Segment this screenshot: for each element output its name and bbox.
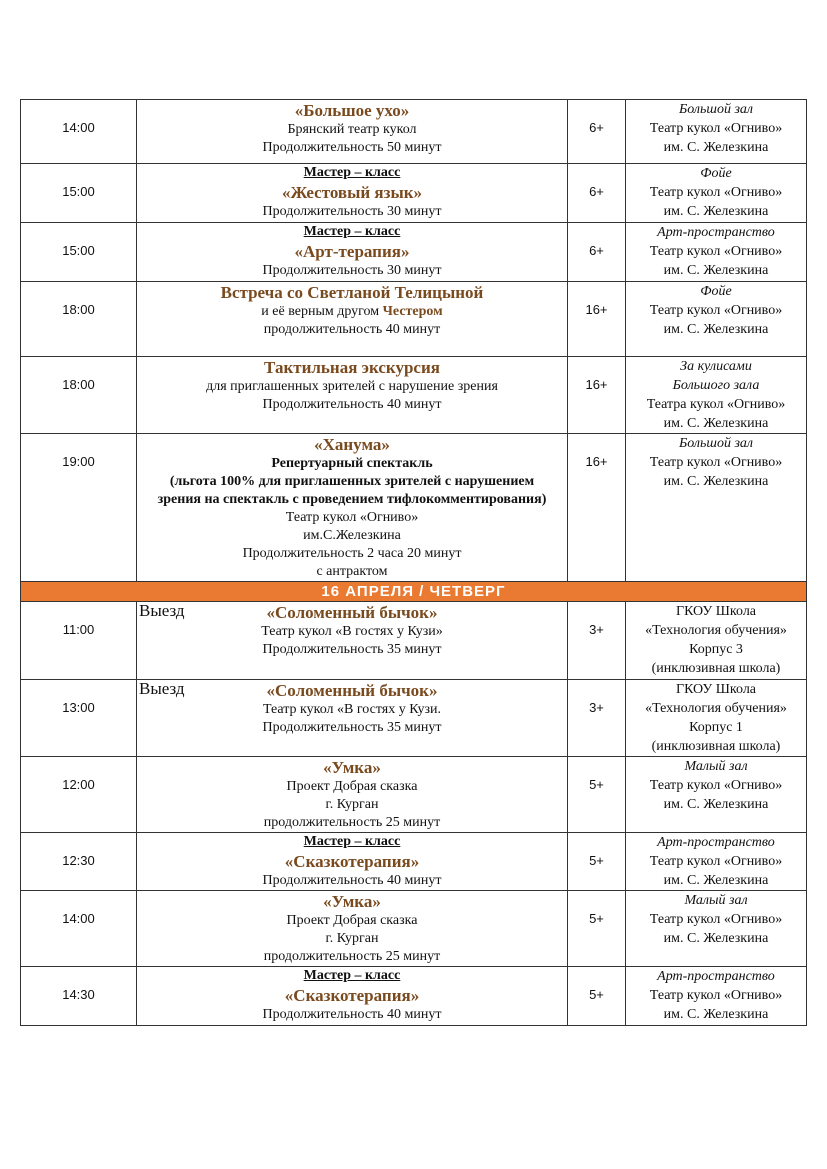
place-line: Корпус 3: [689, 642, 743, 657]
departure-label: Выезд: [139, 601, 185, 620]
event-cell: [137, 100, 568, 164]
age-cell: [568, 833, 626, 891]
event-line: [137, 139, 567, 157]
place-cell: [626, 282, 807, 357]
place-line: Большой зал: [678, 102, 754, 117]
event-line: [137, 282, 567, 303]
event-line: [137, 623, 567, 641]
event-line: [137, 891, 567, 912]
place-line: Арт-пространство: [657, 835, 775, 850]
event-time: 14:30: [62, 987, 95, 1002]
event-line-text: г. Курган: [325, 797, 379, 812]
age-cell: [568, 891, 626, 967]
place-cell: [626, 680, 807, 757]
event-line: [137, 378, 567, 396]
event-line-text: Продолжительность 50 минут: [262, 140, 442, 155]
place-line: Фойе: [700, 284, 732, 299]
age-rating: 5+: [589, 911, 604, 926]
day-header: 16 АПРЕЛЯ / ЧЕТВЕРГ: [21, 582, 807, 602]
event-line: [137, 223, 567, 241]
age-rating: 6+: [589, 184, 604, 199]
event-line-text: «Умка»: [323, 892, 381, 911]
event-line-text: «Соломенный бычок»: [266, 603, 438, 622]
event-line: [137, 455, 567, 473]
place-line: Малый зал: [684, 759, 748, 774]
event-line-text: с антрактом: [316, 564, 388, 579]
event-line: [137, 509, 567, 527]
event-line-text: Продолжительность 40 минут: [262, 1007, 442, 1022]
place-cell: [626, 757, 807, 833]
event-line: [137, 985, 567, 1006]
time-cell: [21, 967, 137, 1026]
event-line: [137, 241, 567, 262]
event-line: [137, 796, 567, 814]
schedule-row: [21, 282, 807, 357]
age-rating: 16+: [585, 454, 608, 469]
event-line-text: г. Курган: [325, 931, 379, 946]
event-time: 18:00: [62, 377, 95, 392]
place-cell: [626, 891, 807, 967]
schedule-row: [21, 967, 807, 1026]
age-cell: [568, 282, 626, 357]
event-line-text: Продолжительность 35 минут: [262, 720, 442, 735]
day-header-row: [21, 582, 807, 602]
event-cell: [137, 164, 568, 223]
event-cell: [137, 282, 568, 357]
event-line: [137, 473, 567, 491]
age-rating: 5+: [589, 987, 604, 1002]
place-line: Театр кукол «Огниво»: [649, 121, 783, 136]
place-line: Арт-пространство: [657, 969, 775, 984]
place-cell: [626, 223, 807, 282]
schedule-row: [21, 891, 807, 967]
event-line: [137, 262, 567, 280]
event-line: [137, 719, 567, 737]
event-line: [137, 851, 567, 872]
event-time: 13:00: [62, 700, 95, 715]
event-line-text: «Умка»: [323, 758, 381, 777]
event-line: [137, 164, 567, 182]
place-line: «Технология обучения»: [645, 701, 787, 716]
event-line-text: зрения на спектакль с проведением тифлокомментирования): [157, 492, 547, 507]
event-line-text: продолжительность 25 минут: [263, 815, 441, 830]
event-line-text: Театр кукол «Огниво»: [285, 510, 419, 525]
place-line: Фойе: [700, 166, 732, 181]
event-line: [137, 680, 567, 701]
age-cell: [568, 967, 626, 1026]
place-line: Театр кукол «Огниво»: [649, 854, 783, 869]
schedule-row: [21, 164, 807, 223]
time-cell: [21, 100, 137, 164]
event-line-text: Встреча со Светланой Телицыной: [220, 283, 484, 302]
place-line: им. С. Железкина: [663, 931, 769, 946]
time-cell: [21, 602, 137, 680]
event-line-text: Брянский театр кукол: [287, 122, 417, 137]
event-time: 14:00: [62, 911, 95, 926]
event-line: [137, 100, 567, 121]
place-line: им. С. Железкина: [663, 873, 769, 888]
event-line: [137, 121, 567, 139]
event-line: [137, 967, 567, 985]
schedule-row: [21, 434, 807, 582]
event-cell: [137, 833, 568, 891]
event-cell: [137, 680, 568, 757]
event-line-text: «Ханума»: [314, 435, 390, 454]
event-line: [137, 757, 567, 778]
event-line-text: Театр кукол «В гостях у Кузи»: [261, 624, 443, 639]
event-line: [137, 1006, 567, 1024]
event-line: [137, 321, 567, 339]
schedule-row: [21, 357, 807, 434]
event-line-text: «Соломенный бычок»: [266, 681, 438, 700]
event-time: 11:00: [62, 622, 95, 637]
event-line-text: Проект Добрая сказка: [286, 913, 418, 928]
place-line: (инклюзивная школа): [651, 661, 781, 676]
place-line: «Технология обучения»: [645, 623, 787, 638]
event-time: 12:00: [62, 777, 95, 792]
event-line-text: Продолжительность 30 минут: [262, 263, 442, 278]
event-line-text: продолжительность 40 минут: [263, 322, 441, 337]
event-line-text: «Жестовый язык»: [281, 183, 423, 202]
place-line: Арт-пространство: [657, 225, 775, 240]
schedule-table: [20, 99, 807, 1026]
place-line: Большой зал: [678, 436, 754, 451]
time-cell: [21, 223, 137, 282]
event-time: 15:00: [62, 184, 95, 199]
event-line: [137, 563, 567, 581]
time-cell: [21, 357, 137, 434]
event-line-text: Продолжительность 30 минут: [262, 204, 442, 219]
place-line: им. С. Железкина: [663, 416, 769, 431]
place-cell: [626, 357, 807, 434]
place-cell: [626, 434, 807, 582]
place-line: Театр кукол «Огниво»: [649, 455, 783, 470]
event-time: 12:30: [62, 853, 95, 868]
time-cell: [21, 891, 137, 967]
age-rating: 6+: [589, 120, 604, 135]
event-cell: [137, 967, 568, 1026]
schedule-row: [21, 833, 807, 891]
event-line-text: для приглашенных зрителей с нарушение зрения: [206, 379, 498, 394]
event-cell: [137, 223, 568, 282]
event-line: [137, 912, 567, 930]
place-line: ГКОУ Школа: [675, 682, 757, 697]
place-line: Театр кукол «Огниво»: [649, 244, 783, 259]
event-line: [137, 814, 567, 832]
place-line: Большого зала: [672, 378, 760, 393]
age-cell: [568, 100, 626, 164]
departure-label: Выезд: [139, 679, 185, 698]
place-cell: [626, 967, 807, 1026]
schedule-rows-after: [21, 602, 807, 1026]
event-line: [137, 602, 567, 623]
event-line-text: Продолжительность 2 часа 20 минут: [242, 546, 462, 561]
event-line-text: Мастер – класс: [303, 834, 401, 849]
event-line: [137, 434, 567, 455]
event-line-text: «Арт-терапия»: [294, 242, 410, 261]
time-cell: [21, 434, 137, 582]
place-line: Театр кукол «Огниво»: [649, 185, 783, 200]
event-line-text: Продолжительность 35 минут: [262, 642, 442, 657]
time-cell: [21, 757, 137, 833]
event-line-text: Мастер – класс: [303, 165, 401, 180]
place-line: Театр кукол «Огниво»: [649, 988, 783, 1003]
event-line: [137, 182, 567, 203]
event-line: [137, 701, 567, 719]
event-time: 18:00: [62, 302, 95, 317]
event-line-text: «Сказкотерапия»: [284, 852, 420, 871]
time-cell: [21, 164, 137, 223]
event-time: 14:00: [62, 120, 95, 135]
event-line-text: Репертуарный спектакль: [271, 456, 433, 471]
event-line: [137, 833, 567, 851]
place-line: Театр кукол «Огниво»: [649, 778, 783, 793]
age-rating: 3+: [589, 700, 604, 715]
event-line: [137, 948, 567, 966]
age-rating: 5+: [589, 777, 604, 792]
age-cell: [568, 434, 626, 582]
event-time: 15:00: [62, 243, 95, 258]
place-line: им. С. Железкина: [663, 797, 769, 812]
event-line: [137, 303, 567, 321]
age-rating: 16+: [585, 302, 608, 317]
event-line-text: Мастер – класс: [303, 224, 401, 239]
time-cell: [21, 680, 137, 757]
event-line-text: (льгота 100% для приглашенных зрителей с нарушением: [169, 474, 535, 489]
event-line-text: Мастер – класс: [303, 968, 401, 983]
place-line: им. С. Железкина: [663, 204, 769, 219]
age-rating: 16+: [585, 377, 608, 392]
time-cell: [21, 282, 137, 357]
event-cell: [137, 891, 568, 967]
time-cell: [21, 833, 137, 891]
age-rating: 3+: [589, 622, 604, 637]
age-cell: [568, 164, 626, 223]
event-cell: [137, 757, 568, 833]
place-line: Малый зал: [684, 893, 748, 908]
schedule-rows-before: [21, 100, 807, 582]
age-cell: [568, 223, 626, 282]
age-cell: [568, 357, 626, 434]
place-line: Театра кукол «Огниво»: [646, 397, 786, 412]
event-line: [137, 930, 567, 948]
event-cell: [137, 357, 568, 434]
schedule-row: [21, 100, 807, 164]
place-line: им. С. Железкина: [663, 140, 769, 155]
place-line: им. С. Железкина: [663, 263, 769, 278]
event-time: 19:00: [62, 454, 95, 469]
schedule-row: [21, 680, 807, 757]
event-line-text: Продолжительность 40 минут: [262, 873, 442, 888]
place-line: Театр кукол «Огниво»: [649, 912, 783, 927]
place-line: им. С. Железкина: [663, 322, 769, 337]
place-line: (инклюзивная школа): [651, 739, 781, 754]
event-line-text: «Сказкотерапия»: [284, 986, 420, 1005]
place-line: ГКОУ Школа: [675, 604, 757, 619]
place-cell: [626, 164, 807, 223]
place-cell: [626, 602, 807, 680]
age-cell: [568, 757, 626, 833]
age-rating: 5+: [589, 853, 604, 868]
event-line-text: «Большое ухо»: [294, 101, 410, 120]
age-cell: [568, 602, 626, 680]
event-cell: [137, 602, 568, 680]
event-line: [137, 527, 567, 545]
place-cell: [626, 833, 807, 891]
event-line: [137, 491, 567, 509]
event-line: [137, 203, 567, 221]
event-line: [137, 396, 567, 414]
event-line-text: Театр кукол «В гостях у Кузи.: [262, 702, 441, 717]
schedule-row: [21, 223, 807, 282]
place-line: За кулисами: [680, 359, 752, 374]
event-line-text: и её верным другом: [261, 304, 383, 319]
event-line-text: им.С.Железкина: [303, 528, 401, 543]
event-line-text: Проект Добрая сказка: [286, 779, 418, 794]
event-line: [137, 641, 567, 659]
event-line: [137, 357, 567, 378]
event-line-text: Продолжительность 40 минут: [262, 397, 442, 412]
event-line-text: Тактильная экскурсия: [264, 358, 440, 377]
place-cell: [626, 100, 807, 164]
event-line: [137, 778, 567, 796]
event-line-highlight: Честером: [382, 304, 443, 319]
event-line-text: продолжительность 25 минут: [263, 949, 441, 964]
age-rating: 6+: [589, 243, 604, 258]
event-cell: [137, 434, 568, 582]
place-line: Театр кукол «Огниво»: [649, 303, 783, 318]
event-line: [137, 872, 567, 890]
event-line: [137, 545, 567, 563]
age-cell: [568, 680, 626, 757]
schedule-row: [21, 757, 807, 833]
place-line: им. С. Железкина: [663, 474, 769, 489]
schedule-row: [21, 602, 807, 680]
place-line: Корпус 1: [689, 720, 743, 735]
place-line: им. С. Железкина: [663, 1007, 769, 1022]
